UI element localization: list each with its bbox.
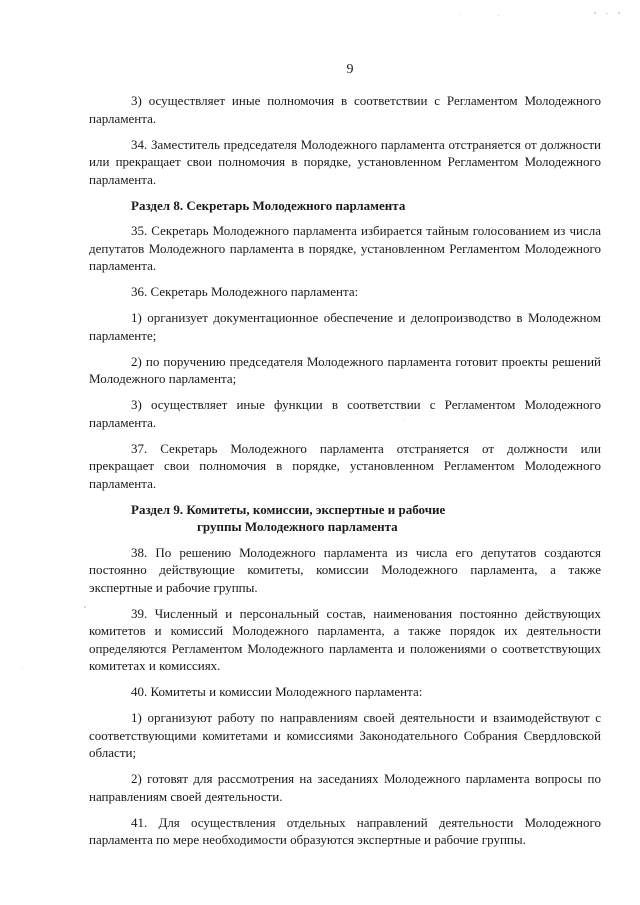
scan-speck: [618, 12, 620, 14]
section-9-heading-line-2: группы Молодежного парламента: [197, 519, 398, 534]
scan-speck: [606, 13, 608, 14]
paragraph-35: 35. Секретарь Молодежного парламента избирается тайным голосованием из числа депутатов Молодежного парламента в порядке, установленном Регламентом Молодежного парламента.: [89, 223, 601, 273]
paragraph-37: 37. Секретарь Молодежного парламента отстраняется от должности или прекращает свои полномочия в порядке, установленном Регламентом Молодежного парламента.: [89, 440, 601, 491]
paragraph-39: 39. Численный и персональный состав, наименования постоянно действующих комитетов и комиссий Молодежного парламента, а также порядок их деятельности определяются Регламентом Молодежного парламента и положениями о соответствующих комитетах и комиссиях.: [89, 605, 601, 673]
paragraph-38: 38. По решению Молодежного парламента из числа его депутатов создаются постоянно действующие комитеты, комиссии Молодежного парламента, а также экспертные и рабочие группы.: [89, 544, 601, 595]
section-8-heading: Раздел 8. Секретарь Молодежного парламента: [131, 197, 406, 213]
paragraph-36-2: 2) по поручению председателя Молодежного парламента готовит проекты решений Молодежного парламента;: [89, 353, 601, 386]
paragraph-34: 34. Заместитель председателя Молодежного парламента отстраняется от должности или прекращает свои полномочия в порядке, установленном Регламентом Молодежного парламента.: [89, 136, 601, 187]
section-9-heading: [89, 501, 601, 536]
scan-speck: [22, 668, 23, 669]
paragraph-33-3: 3) осуществляет иные полномочия в соответствии с Регламентом Молодежного парламента.: [89, 93, 601, 126]
scan-speck: [498, 15, 499, 16]
scan-speck: [594, 12, 596, 14]
paragraph-41: 41. Для осуществления отдельных направлений деятельности Молодежного парламента по мере необходимости образуются экспертные и рабочие группы.: [89, 814, 601, 847]
paragraph-40-1: 1) организуют работу по направлениям своей деятельности и взаимодействуют с соответствующими комитетами и комиссиями Законодательного Собрания Свердловской области;: [89, 710, 601, 760]
scan-speck: [84, 606, 86, 608]
page-number: 9: [346, 62, 354, 77]
paragraph-36: 36. Секретарь Молодежного парламента:: [131, 284, 359, 299]
paragraph-40-2: 2) готовят для рассмотрения на заседаниях Молодежного парламента вопросы по направлениям своей деятельности.: [89, 771, 601, 804]
document-body: [89, 92, 601, 857]
scan-speck: [459, 14, 460, 15]
paragraph-40: 40. Комитеты и комиссии Молодежного парламента:: [131, 684, 423, 699]
scan-speck: [404, 420, 405, 421]
section-9-heading-line-1: Раздел 9. Комитеты, комиссии, экспертные и рабочие: [131, 501, 446, 517]
paragraph-36-1: 1) организует документационное обеспечение и делопроизводство в Молодежном парламенте;: [89, 310, 601, 343]
paragraph-36-3: 3) осуществляет иные функции в соответствии с Регламентом Молодежного парламента.: [89, 397, 601, 430]
